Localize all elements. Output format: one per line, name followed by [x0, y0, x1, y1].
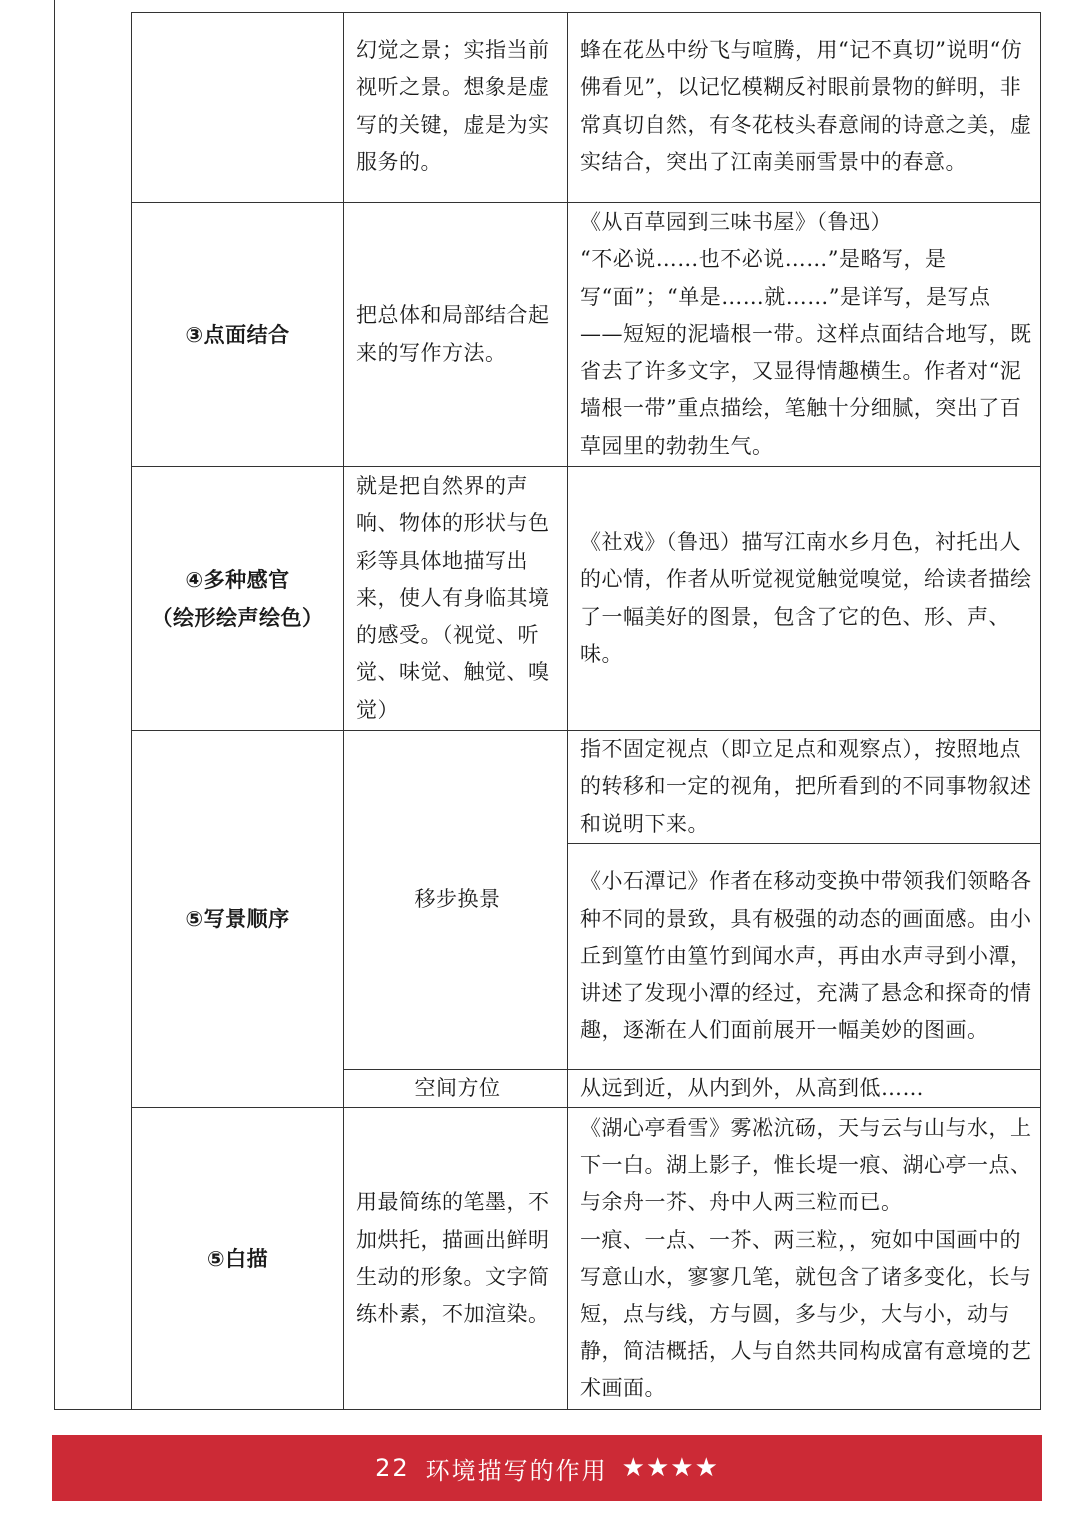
writing-techniques-table — [131, 12, 1041, 1410]
technique-subheading: （绘形绘声绘色） — [151, 605, 324, 630]
technique-heading: ④多种感官 — [185, 567, 290, 592]
technique-heading: ⑤写景顺序 — [185, 907, 290, 932]
page-frame-bottom-border — [54, 1409, 1040, 1410]
definition-cell — [344, 1108, 568, 1410]
sub-technique-cell — [344, 731, 568, 1070]
definition-text: 把总体和局部结合起来的写作方法。 — [356, 303, 550, 365]
example-title: 《从百草园到三味书屋》（鲁迅） — [580, 210, 892, 235]
example-cell — [568, 203, 1041, 467]
definition-text: 幻觉之景；实指当前视听之景。想象是虚写的关键，虚是为实服务的。 — [356, 38, 550, 174]
technique-heading: ③点面结合 — [185, 322, 290, 347]
rating-stars-icon: ★★★★ — [621, 1453, 719, 1483]
section-title: 环境描写的作用 — [425, 1456, 608, 1485]
example-cell — [568, 1070, 1041, 1108]
page-frame-left-border — [54, 0, 55, 1410]
example-cell — [568, 844, 1041, 1070]
section-number: 22 — [375, 1454, 410, 1482]
example-cell — [568, 467, 1041, 731]
example-text: “不必说……也不必说……”是略写，是写“面”；“单是……就……”是详写，是写点——短短的泥墙根一带。这样点面结合地写，既省去了许多文字，又显得情趣横生。作者对“泥墙根一带”重点描绘，笔触十分细腻，突出了百草园里的勃勃生气。 — [580, 247, 1032, 458]
example-text: 《小石潭记》作者在移动变换中带领我们领略各种不同的景致，具有极强的动态的画面感。由小丘到篁竹由篁竹到闻水声，再由水声寻到小潭，讲述了发现小潭的经过，充满了悬念和探奇的情趣，逐渐在人们面前展开一幅美妙的图画。 — [580, 869, 1032, 1043]
sub-technique-label: 空间方位 — [414, 1076, 501, 1100]
technique-name-cell — [132, 731, 344, 1108]
table-row — [132, 467, 1041, 731]
definition-text: 用最简练的笔墨，不加烘托，描画出鲜明生动的形象。文字简练朴素，不加渲染。 — [356, 1190, 550, 1326]
example-text: 一痕、一点、一芥、两三粒，，宛如中国画中的写意山水，寥寥几笔，就包含了诸多变化，长与短，点与线，方与圆，多与少，大与小，动与静，简洁概括，人与自然共同构成富有意境的艺术画面。 — [580, 1227, 1032, 1401]
definition-cell — [568, 731, 1041, 844]
example-quote: 《湖心亭看雪》雾凇沆砀，天与云与山与水，上下一白。湖上影子，惟长堤一痕、湖心亭一点、与余舟一芥、舟中人两三粒而已。 — [580, 1115, 1032, 1215]
definition-text: 指不固定视点（即立足点和观察点），按照地点的转移和一定的视角，把所看到的不同事物叙述和说明下来。 — [580, 737, 1032, 836]
table-row — [132, 203, 1041, 467]
technique-name-cell — [132, 13, 344, 203]
definition-cell — [344, 203, 568, 467]
example-text: 蜂在花丛中纷飞与喧腾，用“记不真切”说明“仿佛看见”，以记忆模糊反衬眼前景物的鲜明，非常真切自然，有冬花枝头春意闹的诗意之美，虚实结合，突出了江南美丽雪景中的春意。 — [580, 38, 1032, 174]
section-banner — [52, 1435, 1042, 1501]
sub-technique-cell — [344, 1070, 568, 1108]
example-text: 《社戏》（鲁迅）描写江南水乡月色，衬托出人的心情，作者从听觉视觉触觉嗅觉，给读者描绘了一幅美好的图景，包含了它的色、形、声、味。 — [580, 530, 1032, 666]
technique-name-cell — [132, 1108, 344, 1410]
definition-cell — [344, 13, 568, 203]
technique-heading: ⑤白描 — [206, 1246, 269, 1271]
table-row — [132, 731, 1041, 844]
example-cell — [568, 13, 1041, 203]
definition-text: 就是把自然界的声响、物体的形状与色彩等具体地描写出来，使人有身临其境的感受。（视觉、听觉、味觉、触觉、嗅觉） — [356, 474, 550, 722]
technique-name-cell — [132, 467, 344, 731]
definition-cell — [344, 467, 568, 731]
table-row — [132, 1108, 1041, 1410]
example-text: 从远到近，从内到外，从高到低…… — [580, 1076, 924, 1100]
table-row — [132, 13, 1041, 203]
technique-name-cell — [132, 203, 344, 467]
sub-technique-label: 移步换景 — [414, 887, 501, 912]
example-cell — [568, 1108, 1041, 1410]
